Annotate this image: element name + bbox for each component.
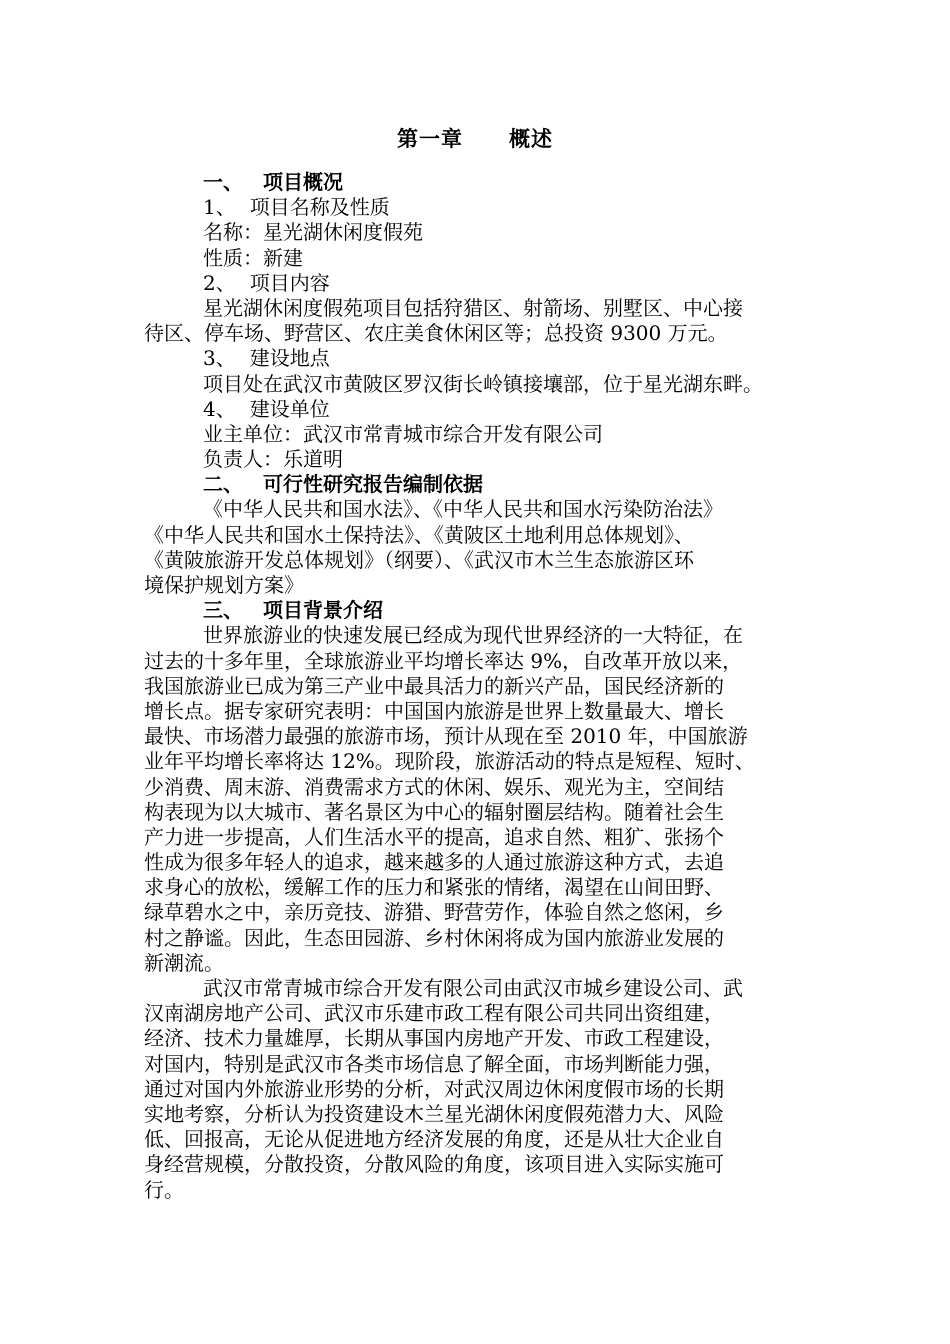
- section-heading-1: [144, 170, 806, 195]
- subheading-4: [144, 397, 806, 422]
- paragraph-line: 构表现为以大城市、著名景区为中心的辐射圈层结构。随着社会生: [144, 799, 724, 824]
- paragraph-company: [144, 976, 806, 1203]
- section-number: 三、: [203, 598, 243, 623]
- paragraph-line: 武汉市常青城市综合开发有限公司由武汉市城乡建设公司、武: [203, 976, 743, 1000]
- paragraph-line: 经济、技术力量雄厚，长期从事国内房地产开发、市政工程建设，: [144, 1026, 724, 1051]
- project-name-line: 名称：星光湖休闲度假苑: [203, 220, 423, 245]
- section-number: 二、: [203, 472, 243, 497]
- paragraph-line: 少消费、周末游、消费需求方式的休闲、娱乐、观光为主，空间结: [144, 774, 724, 799]
- item-number: 2、: [203, 270, 236, 295]
- location-line: 项目处在武汉市黄陂区罗汉街长岭镇接壤部，位于星光湖东畔。: [203, 371, 763, 396]
- paragraph-line: 《中华人民共和国水土保持法》、《黄陂区土地利用总体规划》、: [144, 522, 694, 547]
- paragraph-line: 最快、市场潜力最强的旅游市场，预计从现在至 2010 年，中国旅游: [144, 724, 748, 749]
- responsible-person-line: 负责人：乐道明: [203, 447, 343, 472]
- owner-line: 业主单位：武汉市常青城市综合开发有限公司: [203, 421, 603, 446]
- paragraph-line: 实地考察，分析认为投资建设木兰星光湖休闲度假苑潜力大、风险: [144, 1101, 724, 1126]
- paragraph-line: 星光湖休闲度假苑项目包括狩猎区、射箭场、别墅区、中心接: [203, 295, 743, 320]
- section-title: 项目概况: [263, 170, 343, 194]
- paragraph-line: 世界旅游业的快速发展已经成为现代世界经济的一大特征，在: [203, 623, 743, 648]
- paragraph-line: 村之静谧。因此，生态田园游、乡村休闲将成为国内旅游业发展的: [144, 925, 724, 950]
- section-heading-2: [144, 472, 806, 497]
- item-number: 1、: [203, 195, 236, 220]
- document-body: [144, 170, 806, 1203]
- item-title: 项目内容: [249, 270, 330, 295]
- project-nature-line: 性质：新建: [203, 245, 303, 270]
- item-title: 建设单位: [249, 396, 330, 421]
- item-title: 建设地点: [249, 346, 330, 371]
- item-title: 项目名称及性质: [249, 195, 390, 220]
- chapter-title: [0, 126, 950, 152]
- paragraph-line: 对国内，特别是武汉市各类市场信息了解全面，市场判断能力强，: [144, 1051, 724, 1076]
- paragraph-line: 性成为很多年轻人的追求，越来越多的人通过旅游这种方式，去追: [144, 850, 724, 875]
- paragraph-line: 待区、停车场、野营区、农庄美食休闲区等；总投资 9300 万元。: [144, 321, 728, 346]
- subheading-3: [144, 346, 806, 371]
- section-heading-3: [144, 598, 806, 623]
- subheading-1: [144, 195, 806, 220]
- paragraph-line: 低、回报高，无论从促进地方经济发展的角度，还是从壮大企业自: [144, 1127, 724, 1152]
- paragraph-line: 我国旅游业已成为第三产业中最具活力的新兴产品，国民经济新的: [144, 673, 724, 698]
- chapter-name: 概述: [509, 127, 553, 151]
- paragraph-line: 行。: [144, 1177, 184, 1202]
- section-title: 项目背景介绍: [263, 598, 383, 623]
- paragraph-line: 《中华人民共和国水法》、《中华人民共和国水污染防治法》: [203, 497, 723, 522]
- subheading-2: [144, 271, 806, 296]
- paragraph-background: [144, 623, 806, 976]
- paragraph-line: 新潮流。: [144, 950, 224, 975]
- paragraph-line: 通过对国内外旅游业形势的分析，对武汉周边休闲度假市场的长期: [144, 1076, 724, 1101]
- section-number: 一、: [203, 170, 243, 194]
- paragraph-line: 业年平均增长率将达 12%。现阶段，旅游活动的特点是短程、短时、: [144, 749, 755, 774]
- item-number: 3、: [203, 346, 236, 371]
- paragraph-line: 绿草碧水之中，亲历竞技、游猎、野营劳作，体验自然之悠闲，乡: [144, 900, 724, 925]
- paragraph-line: 求身心的放松，缓解工作的压力和紧张的情绪，渴望在山间田野、: [144, 875, 724, 900]
- section-title: 可行性研究报告编制依据: [263, 472, 483, 497]
- paragraph-line: 增长点。据专家研究表明：中国国内旅游是世界上数量最大、增长: [144, 698, 724, 723]
- paragraph-line: 《黄陂旅游开发总体规划》（纲要）、《武汉市木兰生态旅游区环: [144, 547, 694, 572]
- chapter-number: 第一章: [397, 127, 463, 151]
- paragraph-line: 过去的十多年里，全球旅游业平均增长率达 9%，自改革开放以来，: [144, 648, 743, 673]
- paragraph-line: 产力进一步提高，人们生活水平的提高，追求自然、粗犷、张扬个: [144, 824, 724, 849]
- paragraph-line: 身经营规模，分散投资，分散风险的角度，该项目进入实际实施可: [144, 1152, 724, 1177]
- paragraph-line: 汉南湖房地产公司、武汉市乐建市政工程有限公司共同出资组建，: [144, 1001, 724, 1026]
- item-number: 4、: [203, 396, 236, 421]
- paragraph-line: 境保护规划方案》: [144, 573, 304, 597]
